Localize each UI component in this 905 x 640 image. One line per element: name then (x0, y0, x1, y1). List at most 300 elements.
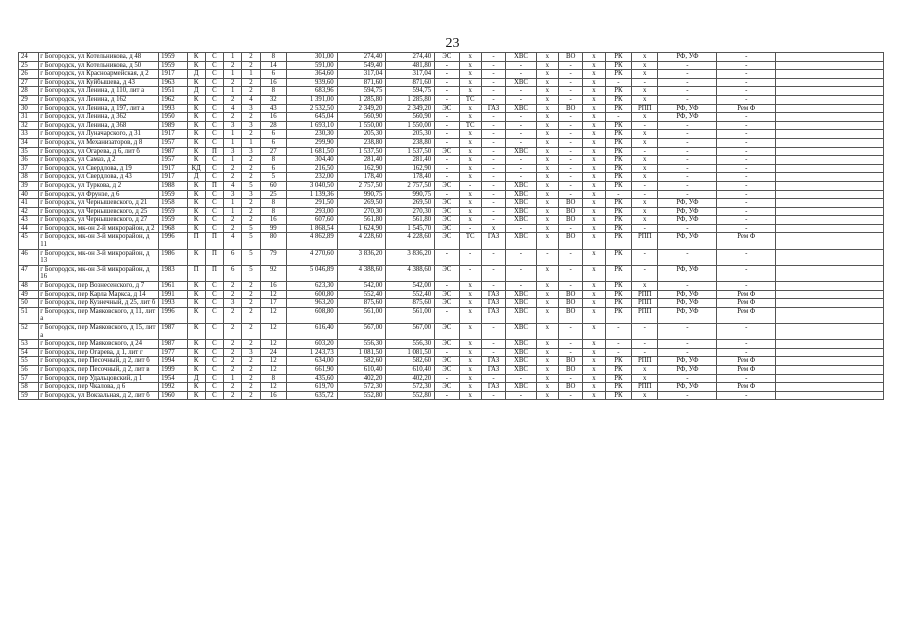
table-cell: К (187, 138, 205, 147)
table-cell: г Богородск, ул Куйбышева, д 43 (39, 78, 159, 87)
table-cell: ГАЗ (481, 357, 505, 366)
table-cell: 4 228,60 (337, 233, 386, 249)
table-cell: х (536, 324, 558, 340)
table-cell: - (558, 138, 582, 147)
table-cell: 2 757,50 (337, 181, 386, 190)
table-cell: 1999 (159, 365, 187, 374)
table-cell: РК (605, 307, 631, 323)
table-cell: - (717, 78, 776, 87)
table-cell (776, 224, 884, 233)
table-cell: х (459, 216, 481, 225)
table-cell: ЭС (435, 265, 459, 281)
table-cell: 552,40 (386, 290, 435, 299)
table-cell: г Богородск, ул Красноармейская, д 2 (39, 70, 159, 79)
table-cell: х (536, 181, 558, 190)
table-cell: 8 (260, 374, 286, 383)
table-cell (776, 104, 884, 113)
table-cell: 481,80 (386, 61, 435, 70)
table-cell: 2 (242, 383, 260, 392)
table-cell: РПП (632, 233, 658, 249)
table-cell: - (506, 374, 536, 383)
table-cell: - (658, 121, 717, 130)
table-cell: ХВС (506, 216, 536, 225)
table-cell: РК (605, 53, 631, 62)
table-cell: П (205, 249, 223, 265)
table-cell: 2 (224, 290, 242, 299)
table-cell: х (459, 190, 481, 199)
table-cell: - (632, 78, 658, 87)
table-cell: - (435, 113, 459, 122)
table-cell: х (583, 147, 605, 156)
table-cell: С (205, 61, 223, 70)
table-cell: ХВС (506, 199, 536, 208)
table-cell: х (459, 348, 481, 357)
table-cell: - (717, 224, 776, 233)
table-cell: 1991 (159, 290, 187, 299)
table-row (19, 164, 884, 173)
table-cell: 2 532,50 (286, 104, 337, 113)
table-cell: 5 (242, 181, 260, 190)
table-cell: ВО (558, 365, 582, 374)
table-cell: - (717, 61, 776, 70)
table-cell: ЭС (435, 357, 459, 366)
table-cell: 12 (260, 307, 286, 323)
table-cell: 2 (242, 374, 260, 383)
table-cell: 2 (242, 61, 260, 70)
table-cell: х (536, 121, 558, 130)
table-cell: РК (605, 61, 631, 70)
table-cell: РК (605, 173, 631, 182)
table-cell: х (536, 61, 558, 70)
table-cell: РК (605, 121, 631, 130)
table-cell: г Богородск, ул Чернышевского, д 25 (39, 207, 159, 216)
table-cell: - (717, 53, 776, 62)
table-cell (776, 374, 884, 383)
table-cell: - (717, 164, 776, 173)
table-cell: К (187, 249, 205, 265)
table-cell: - (558, 121, 582, 130)
table-cell: х (459, 113, 481, 122)
table-cell: С (205, 282, 223, 291)
table-row (19, 199, 884, 208)
table-cell: х (583, 324, 605, 340)
table-cell: РК (605, 87, 631, 96)
table-cell: 38 (19, 173, 39, 182)
table-cell: - (658, 147, 717, 156)
table-cell: - (717, 265, 776, 281)
table-cell: 4 388,60 (386, 265, 435, 281)
table-cell (776, 173, 884, 182)
table-cell: РК (605, 164, 631, 173)
table-cell: - (717, 207, 776, 216)
table-cell: 1960 (159, 391, 187, 400)
table-cell: 3 (242, 147, 260, 156)
table-row (19, 156, 884, 165)
table-cell: - (717, 173, 776, 182)
table-cell: 1 285,80 (337, 95, 386, 104)
table-cell: 1 550,00 (337, 121, 386, 130)
table-cell: - (558, 340, 582, 349)
table-cell (776, 61, 884, 70)
table-cell: ВО (558, 233, 582, 249)
table-cell: 1958 (159, 199, 187, 208)
table-cell: х (632, 130, 658, 139)
table-cell (776, 282, 884, 291)
table-cell: - (506, 130, 536, 139)
table-cell: х (536, 53, 558, 62)
table-cell: 5 (242, 265, 260, 281)
table-cell: 12 (260, 340, 286, 349)
table-cell: С (205, 307, 223, 323)
table-cell: 871,60 (386, 78, 435, 87)
table-cell: Д (187, 87, 205, 96)
table-cell: 58 (19, 383, 39, 392)
table-cell: г Богородск, ул Ленина, д 110, лит а (39, 87, 159, 96)
table-cell: - (481, 61, 505, 70)
table-cell: - (481, 391, 505, 400)
table-cell: х (583, 181, 605, 190)
table-cell: ВО (558, 104, 582, 113)
table-cell: 269,50 (337, 199, 386, 208)
table-cell: 30 (19, 104, 39, 113)
table-cell: ГАЗ (481, 383, 505, 392)
table-cell: - (435, 156, 459, 165)
table-cell: х (459, 173, 481, 182)
table-cell: П (205, 147, 223, 156)
table-cell: х (583, 156, 605, 165)
table-row (19, 181, 884, 190)
table-cell: 1959 (159, 207, 187, 216)
table-cell: х (583, 265, 605, 281)
table-cell: - (481, 138, 505, 147)
table-cell: х (536, 173, 558, 182)
table-cell: х (583, 383, 605, 392)
table-cell: - (481, 164, 505, 173)
table-cell: - (481, 147, 505, 156)
table-cell: РПП (632, 307, 658, 323)
table-cell: - (481, 70, 505, 79)
table-cell (776, 265, 884, 281)
table-cell: г Богородск, пер Маяковского, д 24 (39, 340, 159, 349)
table-cell: - (435, 249, 459, 265)
table-cell: х (536, 216, 558, 225)
table-cell: 2 (224, 324, 242, 340)
table-cell: - (717, 282, 776, 291)
table-cell: С (205, 374, 223, 383)
table-cell: С (205, 299, 223, 308)
table-cell (776, 156, 884, 165)
table-cell: - (658, 164, 717, 173)
table-cell: 1 081,50 (386, 348, 435, 357)
table-cell: х (459, 61, 481, 70)
table-cell: РК (605, 199, 631, 208)
table-cell: х (536, 265, 558, 281)
table-cell: г Богородск, ул Вокзальная, д 2, лит б (39, 391, 159, 400)
table-cell: ЭС (435, 233, 459, 249)
table-cell: РФ, УФ (658, 233, 717, 249)
table-cell: - (481, 374, 505, 383)
table-cell: 552,40 (337, 290, 386, 299)
table-cell: П (187, 265, 205, 281)
table-cell: 1 (242, 138, 260, 147)
table-cell: х (632, 95, 658, 104)
table-cell: 2 757,50 (386, 181, 435, 190)
table-cell: 552,80 (337, 391, 386, 400)
table-cell: К (187, 299, 205, 308)
table-cell: 24 (260, 348, 286, 357)
table-cell: 2 (242, 357, 260, 366)
table-cell: г Богородск, пер Песочный, д 2, лит б (39, 357, 159, 366)
table-cell: РК (605, 357, 631, 366)
table-cell: РК (605, 156, 631, 165)
table-cell: - (717, 87, 776, 96)
table-cell: 683,96 (286, 87, 337, 96)
table-cell: - (435, 391, 459, 400)
table-cell: - (506, 249, 536, 265)
table-cell: 2 (242, 130, 260, 139)
table-cell: 2 (242, 87, 260, 96)
table-cell: - (717, 147, 776, 156)
table-cell: 80 (260, 233, 286, 249)
table-cell: С (205, 121, 223, 130)
table-cell: П (205, 265, 223, 281)
table-cell: К (187, 324, 205, 340)
table-cell: х (459, 53, 481, 62)
housing-register-table (18, 52, 884, 400)
table-cell: 2 (224, 383, 242, 392)
table-cell: ГАЗ (481, 233, 505, 249)
table-cell: К (187, 199, 205, 208)
table-cell: 178,40 (337, 173, 386, 182)
table-cell: ХВС (506, 233, 536, 249)
table-cell: 1959 (159, 61, 187, 70)
table-cell: - (717, 95, 776, 104)
table-cell (776, 53, 884, 62)
table-cell: К (187, 95, 205, 104)
table-cell: 12 (260, 357, 286, 366)
table-cell: ХВС (506, 365, 536, 374)
table-cell: - (717, 249, 776, 265)
table-cell: ХВС (506, 104, 536, 113)
table-cell: - (506, 113, 536, 122)
table-cell: 1 (224, 207, 242, 216)
table-cell: 3 836,20 (337, 249, 386, 265)
table-cell: ЭС (435, 224, 459, 233)
table-cell: - (658, 87, 717, 96)
table-cell: - (658, 190, 717, 199)
table-cell: 281,40 (386, 156, 435, 165)
table-cell: 556,30 (386, 340, 435, 349)
table-row (19, 391, 884, 400)
table-cell: х (536, 290, 558, 299)
table-cell: х (459, 87, 481, 96)
table-row (19, 121, 884, 130)
table-cell: х (583, 340, 605, 349)
table-cell: х (583, 374, 605, 383)
table-cell: 1 (224, 374, 242, 383)
table-cell: 1 537,50 (337, 147, 386, 156)
table-cell: х (536, 282, 558, 291)
table-cell: - (558, 164, 582, 173)
table-cell: г Богородск, пер Чкалова, д 6 (39, 383, 159, 392)
table-cell: - (435, 138, 459, 147)
table-cell: 1917 (159, 70, 187, 79)
table-cell: г Богородск, ул Самаз, д 2 (39, 156, 159, 165)
table-cell: ХВС (506, 348, 536, 357)
table-cell: 3 (242, 121, 260, 130)
table-cell: 6 (224, 249, 242, 265)
table-cell (776, 357, 884, 366)
table-cell: г Богородск, пер Вознесенского, д 7 (39, 282, 159, 291)
table-row (19, 87, 884, 96)
table-cell: 1992 (159, 383, 187, 392)
table-cell: - (717, 113, 776, 122)
table-cell (776, 207, 884, 216)
table-cell: - (717, 374, 776, 383)
table-cell: - (506, 224, 536, 233)
table-cell: - (632, 340, 658, 349)
table-cell: - (658, 324, 717, 340)
table-cell: РК (605, 233, 631, 249)
table-cell: - (632, 348, 658, 357)
table-cell: 2 (224, 224, 242, 233)
table-cell: 42 (19, 207, 39, 216)
table-cell: 556,30 (337, 340, 386, 349)
table-cell: - (717, 199, 776, 208)
table-cell: 216,50 (286, 164, 337, 173)
table-cell: 2 (224, 173, 242, 182)
table-cell: - (558, 70, 582, 79)
table-cell: 43 (19, 216, 39, 225)
table-cell: - (558, 156, 582, 165)
table-cell: 3 (242, 348, 260, 357)
table-cell: 3 (224, 190, 242, 199)
table-cell: С (205, 216, 223, 225)
table-cell: - (506, 265, 536, 281)
table-cell: 603,20 (286, 340, 337, 349)
table-cell: - (558, 113, 582, 122)
table-cell: С (205, 70, 223, 79)
table-cell: 55 (19, 357, 39, 366)
table-cell: 402,20 (337, 374, 386, 383)
table-cell: - (558, 87, 582, 96)
table-cell: РК (605, 130, 631, 139)
table-cell: РК (605, 207, 631, 216)
table-cell: х (536, 207, 558, 216)
table-row (19, 357, 884, 366)
table-cell: 2 (224, 95, 242, 104)
table-cell: г Богородск, мк-он 3-й микрорайон, д 11 (39, 233, 159, 249)
table-cell: 54 (19, 348, 39, 357)
table-cell: х (583, 104, 605, 113)
table-cell: 549,40 (337, 61, 386, 70)
table-cell: ТС (459, 233, 481, 249)
table-cell: Рем Ф (717, 357, 776, 366)
table-cell: 8 (260, 53, 286, 62)
table-cell: 1 624,90 (337, 224, 386, 233)
table-cell: 35 (19, 147, 39, 156)
table-cell: 561,00 (386, 307, 435, 323)
table-cell: С (205, 324, 223, 340)
table-cell: х (583, 95, 605, 104)
table-cell: 2 (224, 307, 242, 323)
table-cell: - (658, 156, 717, 165)
table-cell: - (506, 87, 536, 96)
table-cell: 561,80 (337, 216, 386, 225)
table-cell: 600,80 (286, 290, 337, 299)
table-cell (776, 113, 884, 122)
table-cell: х (459, 164, 481, 173)
table-cell: г Богородск, ул Чернышевского, д 21 (39, 199, 159, 208)
table-cell: х (632, 391, 658, 400)
table-cell: 28 (260, 121, 286, 130)
table-cell: 1962 (159, 95, 187, 104)
table-cell: С (205, 340, 223, 349)
table-cell: РФ, УФ (658, 113, 717, 122)
table-body (19, 53, 884, 400)
table-row (19, 61, 884, 70)
table-cell: 1 (242, 70, 260, 79)
table-cell: - (605, 78, 631, 87)
table-cell: 1993 (159, 104, 187, 113)
table-cell: ХВС (506, 147, 536, 156)
table-cell: К (187, 147, 205, 156)
table-cell: С (205, 156, 223, 165)
table-cell: - (481, 324, 505, 340)
table-cell: х (536, 199, 558, 208)
table-cell: х (459, 138, 481, 147)
table-cell: - (506, 121, 536, 130)
table-cell: РПП (632, 290, 658, 299)
table-cell: ЭС (435, 290, 459, 299)
table-cell: 1987 (159, 324, 187, 340)
table-cell: С (205, 199, 223, 208)
table-cell: 608,80 (286, 307, 337, 323)
table-cell: Д (187, 173, 205, 182)
table-cell: - (717, 216, 776, 225)
table-cell: Рем Ф (717, 299, 776, 308)
table-cell: - (717, 181, 776, 190)
table-cell: х (459, 374, 481, 383)
table-cell: г Богородск, ул Фрунзе, д 6 (39, 190, 159, 199)
table-cell: 6 (260, 130, 286, 139)
table-cell: х (583, 348, 605, 357)
table-cell: г Богородск, ул Свердлова, д 19 (39, 164, 159, 173)
table-cell: 57 (19, 374, 39, 383)
table-cell: 25 (19, 61, 39, 70)
table-cell: х (632, 173, 658, 182)
table-cell: 16 (260, 282, 286, 291)
table-cell: г Богородск, пер Огарева, д 1, лит г (39, 348, 159, 357)
table-cell: х (459, 324, 481, 340)
table-cell: х (459, 365, 481, 374)
table-cell: 2 (242, 290, 260, 299)
table-cell: 238,80 (337, 138, 386, 147)
table-cell: х (536, 365, 558, 374)
table-cell: 32 (260, 95, 286, 104)
table-cell: РФ, УФ (658, 290, 717, 299)
table-cell: - (481, 216, 505, 225)
table-cell: х (583, 299, 605, 308)
table-cell: х (632, 216, 658, 225)
table-cell: РК (605, 365, 631, 374)
table-cell (776, 164, 884, 173)
table-cell: ЭС (435, 147, 459, 156)
table-cell: - (435, 70, 459, 79)
table-cell: ЭС (435, 340, 459, 349)
table-cell: 2 (242, 164, 260, 173)
table-cell: 274,40 (386, 53, 435, 62)
